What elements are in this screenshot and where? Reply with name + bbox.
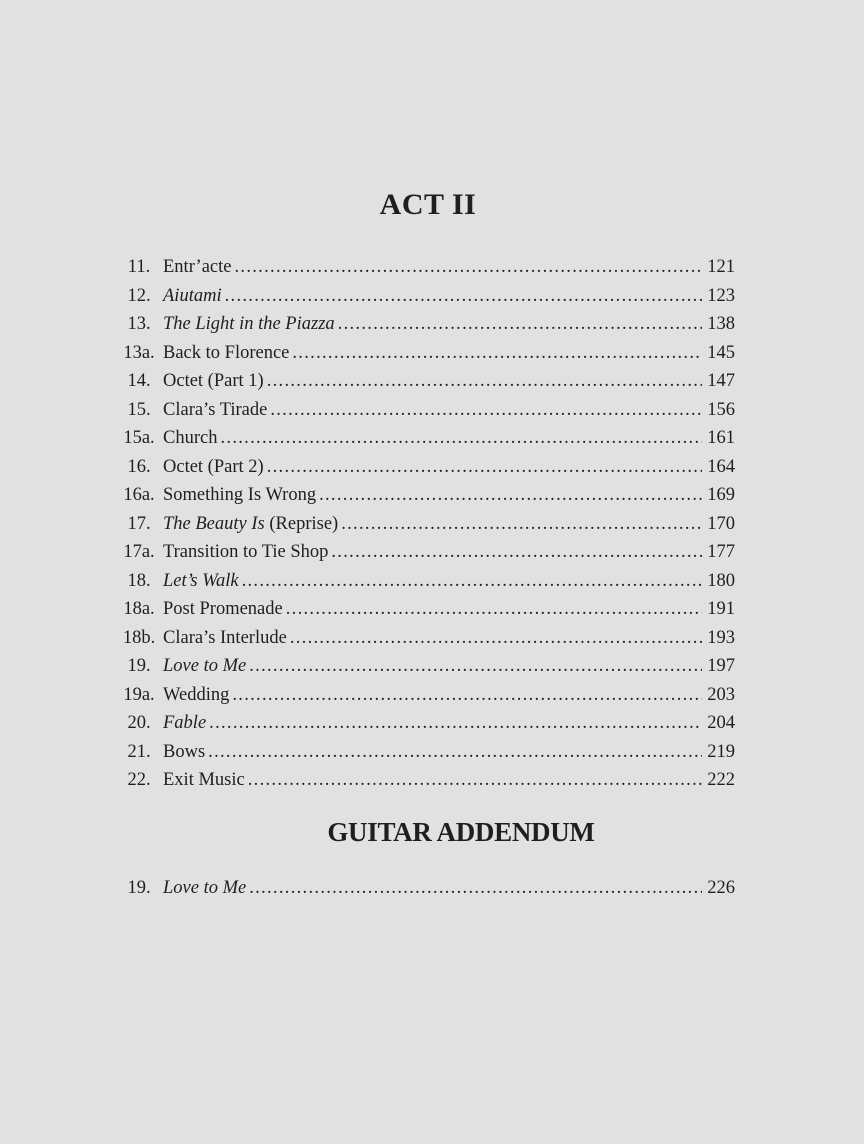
entry-title-roman: Octet (Part 2) xyxy=(163,456,264,477)
entry-title-roman: Transition to Tie Shop xyxy=(163,542,329,562)
entry-page-number: 169 xyxy=(707,485,735,505)
entry-title-roman: Octet (Part 1) xyxy=(163,371,264,391)
entry-title xyxy=(157,874,246,903)
entry-page-number: 204 xyxy=(707,713,735,733)
entry-page-number: 197 xyxy=(707,656,735,676)
entry-number: 18b. xyxy=(122,627,156,648)
entry-title-roman: Something Is Wrong xyxy=(163,485,317,505)
entry-title xyxy=(157,453,264,482)
entry-number: 13a. xyxy=(123,342,155,363)
entry-number: 15. xyxy=(127,399,151,420)
entry-number: 13. xyxy=(127,314,151,334)
toc-row xyxy=(121,874,735,903)
dot-leader xyxy=(246,874,702,903)
entry-page-number: 123 xyxy=(707,285,735,306)
toc-row xyxy=(121,624,735,653)
dot-leader xyxy=(222,282,702,311)
dot-leader xyxy=(246,652,702,681)
entry-number: 22. xyxy=(127,770,151,790)
toc-row xyxy=(121,453,735,482)
entry-title xyxy=(157,396,267,425)
entry-page-number: 147 xyxy=(707,371,735,391)
toc-row xyxy=(121,738,735,767)
dot-leader xyxy=(245,766,702,795)
entry-title-roman: Back to Florence xyxy=(163,342,290,363)
entry-title-italic: Love to Me xyxy=(163,656,247,676)
entry-number: 18a. xyxy=(123,599,155,619)
entry-number: 17a. xyxy=(123,542,155,562)
entry-title-italic: The Beauty Is xyxy=(163,513,265,534)
dot-leader xyxy=(289,339,702,368)
entry-title xyxy=(157,681,229,710)
entry-number: 17. xyxy=(127,513,151,534)
dot-leader xyxy=(206,709,702,738)
entry-number: 16a. xyxy=(123,485,155,505)
entry-number: 12. xyxy=(127,285,151,306)
entry-title xyxy=(157,624,287,653)
entry-title xyxy=(157,310,335,339)
dot-leader xyxy=(316,481,702,510)
toc-row xyxy=(121,681,735,710)
dot-leader xyxy=(267,396,702,425)
entry-number: 16. xyxy=(127,456,151,477)
entry-title-italic: The Light in the Piazza xyxy=(163,314,335,334)
entry-page-number: 138 xyxy=(707,314,735,334)
entry-title-italic: Let’s Walk xyxy=(163,570,239,591)
entry-title-roman: Clara’s Tirade xyxy=(163,399,268,420)
entry-page-number: 219 xyxy=(707,741,735,762)
addendum-heading: GUITAR ADDENDUM xyxy=(327,816,595,847)
entry-number: 11. xyxy=(127,257,151,277)
entry-title-roman: Bows xyxy=(163,741,206,762)
entry-page-number: 164 xyxy=(707,456,735,477)
toc-row xyxy=(121,310,735,339)
entry-title-roman: Wedding xyxy=(163,684,230,705)
entry-page-number: 177 xyxy=(707,542,735,562)
dot-leader xyxy=(283,595,702,624)
entry-title xyxy=(157,339,289,368)
entry-title xyxy=(157,424,217,453)
entry-title-roman: Entr’acte xyxy=(163,257,232,277)
entry-title xyxy=(157,652,246,681)
entry-page-number: 161 xyxy=(707,428,735,448)
addendum-toc-list xyxy=(121,874,735,903)
entry-page-number: 170 xyxy=(707,513,735,534)
dot-leader xyxy=(335,310,702,339)
toc-row xyxy=(121,538,735,567)
toc-row xyxy=(121,367,735,396)
entry-number: 20. xyxy=(127,713,151,733)
entry-title-roman: Exit Music xyxy=(163,770,245,790)
entry-title xyxy=(157,538,328,567)
toc-row xyxy=(121,510,735,539)
entry-title xyxy=(157,595,283,624)
toc-row xyxy=(121,567,735,596)
entry-page-number: 121 xyxy=(707,257,735,277)
entry-page-number: 191 xyxy=(707,599,735,619)
entry-page-number: 203 xyxy=(707,684,735,705)
dot-leader xyxy=(217,424,702,453)
toc-row xyxy=(121,595,735,624)
entry-title xyxy=(157,738,205,767)
entry-number: 18. xyxy=(127,570,151,591)
dot-leader xyxy=(229,681,702,710)
dot-leader xyxy=(231,253,702,282)
toc-row xyxy=(121,424,735,453)
toc-row xyxy=(121,766,735,795)
entry-number: 21. xyxy=(127,741,151,762)
toc-row xyxy=(121,282,735,311)
entry-title xyxy=(157,481,316,510)
dot-leader xyxy=(205,738,702,767)
entry-page-number: 222 xyxy=(707,770,735,790)
toc-row xyxy=(121,481,735,510)
entry-title-roman: Church xyxy=(163,428,218,448)
entry-title-roman: Post Promenade xyxy=(163,599,283,619)
dot-leader xyxy=(287,624,702,653)
toc-row xyxy=(121,652,735,681)
entry-title-italic: Fable xyxy=(163,713,207,733)
entry-title xyxy=(157,510,338,539)
entry-title-roman: (Reprise) xyxy=(264,513,339,534)
dot-leader xyxy=(239,567,702,596)
entry-page-number: 193 xyxy=(707,627,735,648)
dot-leader xyxy=(338,510,702,539)
entry-title xyxy=(157,567,239,596)
entry-title-italic: Aiutami xyxy=(163,285,222,306)
entry-title xyxy=(157,367,264,396)
entry-page-number: 156 xyxy=(707,399,735,420)
toc-row xyxy=(121,709,735,738)
act-heading: ACT II xyxy=(379,188,477,221)
entry-number: 14. xyxy=(127,371,151,391)
act2-toc-list xyxy=(121,253,735,795)
toc-row xyxy=(121,396,735,425)
entry-title xyxy=(157,766,245,795)
entry-title xyxy=(157,282,222,311)
dot-leader xyxy=(264,453,702,482)
entry-title-italic: Love to Me xyxy=(163,877,247,898)
entry-number: 19. xyxy=(127,877,151,898)
dot-leader xyxy=(328,538,702,567)
toc-row xyxy=(121,253,735,282)
entry-title xyxy=(157,253,231,282)
entry-page-number: 226 xyxy=(707,877,735,898)
entry-title-roman: Clara’s Interlude xyxy=(163,627,287,648)
entry-number: 15a. xyxy=(123,428,155,448)
entry-title xyxy=(157,709,206,738)
toc-row xyxy=(121,339,735,368)
entry-number: 19. xyxy=(127,656,151,676)
dot-leader xyxy=(264,367,702,396)
entry-page-number: 180 xyxy=(707,570,735,591)
entry-number: 19a. xyxy=(123,684,155,705)
entry-page-number: 145 xyxy=(707,342,735,363)
